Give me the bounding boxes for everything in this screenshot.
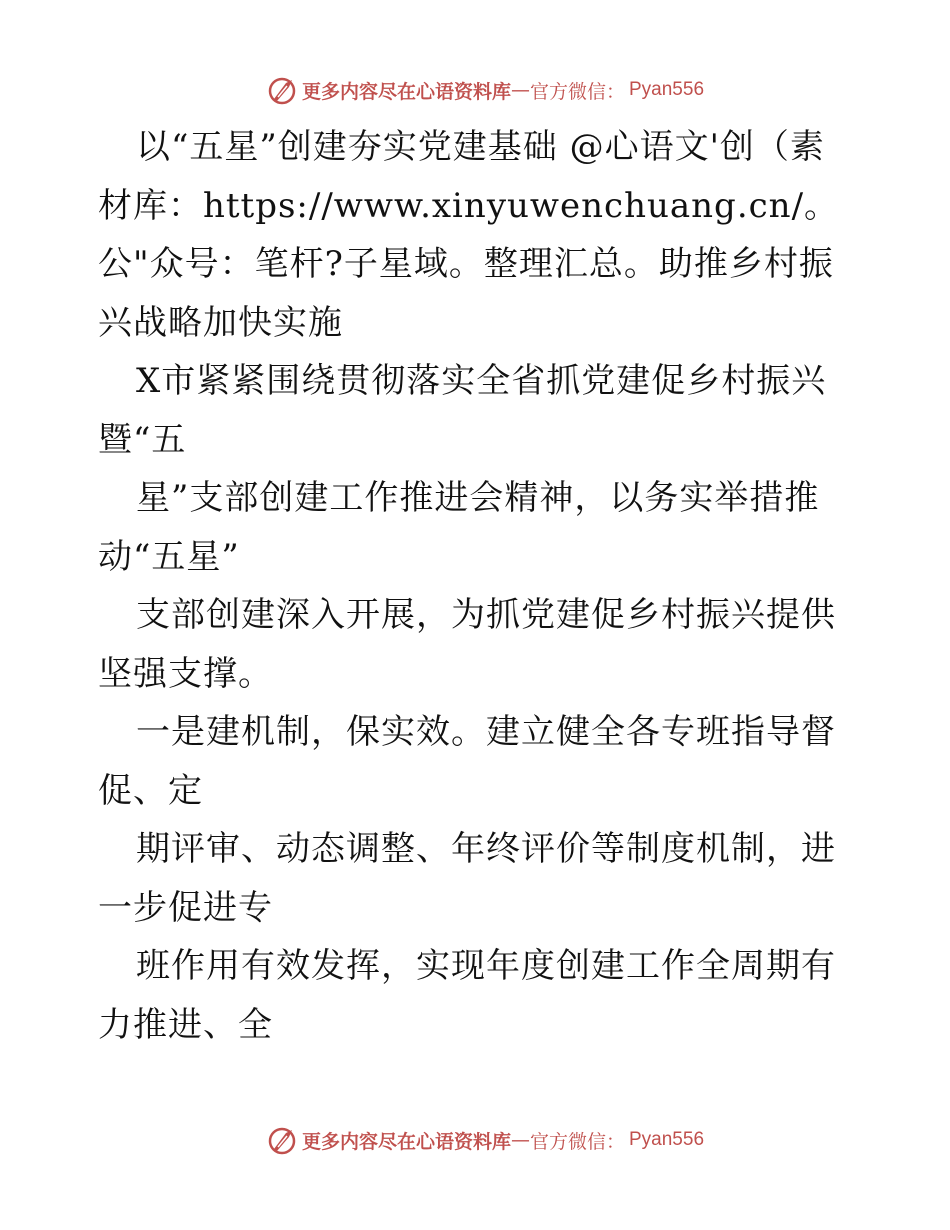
header-banner [0, 70, 950, 110]
paragraph: X市紧紧围绕贯彻落实全省抓党建促乡村振兴暨“五 [98, 361, 827, 460]
banner-wechat-id: Pyan556 [629, 79, 705, 100]
banner-separator: — [510, 1129, 530, 1151]
paragraph: 班作用有效发挥，实现年度创建工作全周期有力推进、全 [98, 946, 836, 1045]
pen-nib-logo-icon [266, 74, 298, 106]
banner-main-text: 更多内容尽在心语资料库 [301, 80, 511, 103]
paragraph: 星”支部创建工作推进会精神，以务实举措推动“五星” [98, 478, 820, 577]
document-body [98, 118, 858, 1054]
banner-wechat-label: 官方微信： [529, 80, 625, 103]
paragraph: 一是建机制，保实效。建立健全各专班指导督促、定 [98, 712, 836, 811]
paragraph: 以“五星”创建夯实党建基础 @心语文'创（素材库：https://www.xinyuwenchuang.cn/。公"众号：笔杆?子星域。整理汇总。助推乡村振兴战略加快实施 [98, 127, 840, 343]
banner-main-text: 更多内容尽在心语资料库 [301, 1130, 511, 1153]
paragraph: 支部创建深入开展，为抓党建促乡村振兴提供坚强支撑。 [98, 595, 836, 694]
pen-nib-logo-icon [266, 1124, 298, 1156]
banner-separator: — [510, 79, 530, 101]
paragraph: 期评审、动态调整、年终评价等制度机制，进一步促进专 [98, 829, 836, 928]
footer-banner [0, 1120, 950, 1160]
banner-wechat-id: Pyan556 [629, 1129, 705, 1150]
banner-wechat-label: 官方微信： [529, 1130, 625, 1153]
